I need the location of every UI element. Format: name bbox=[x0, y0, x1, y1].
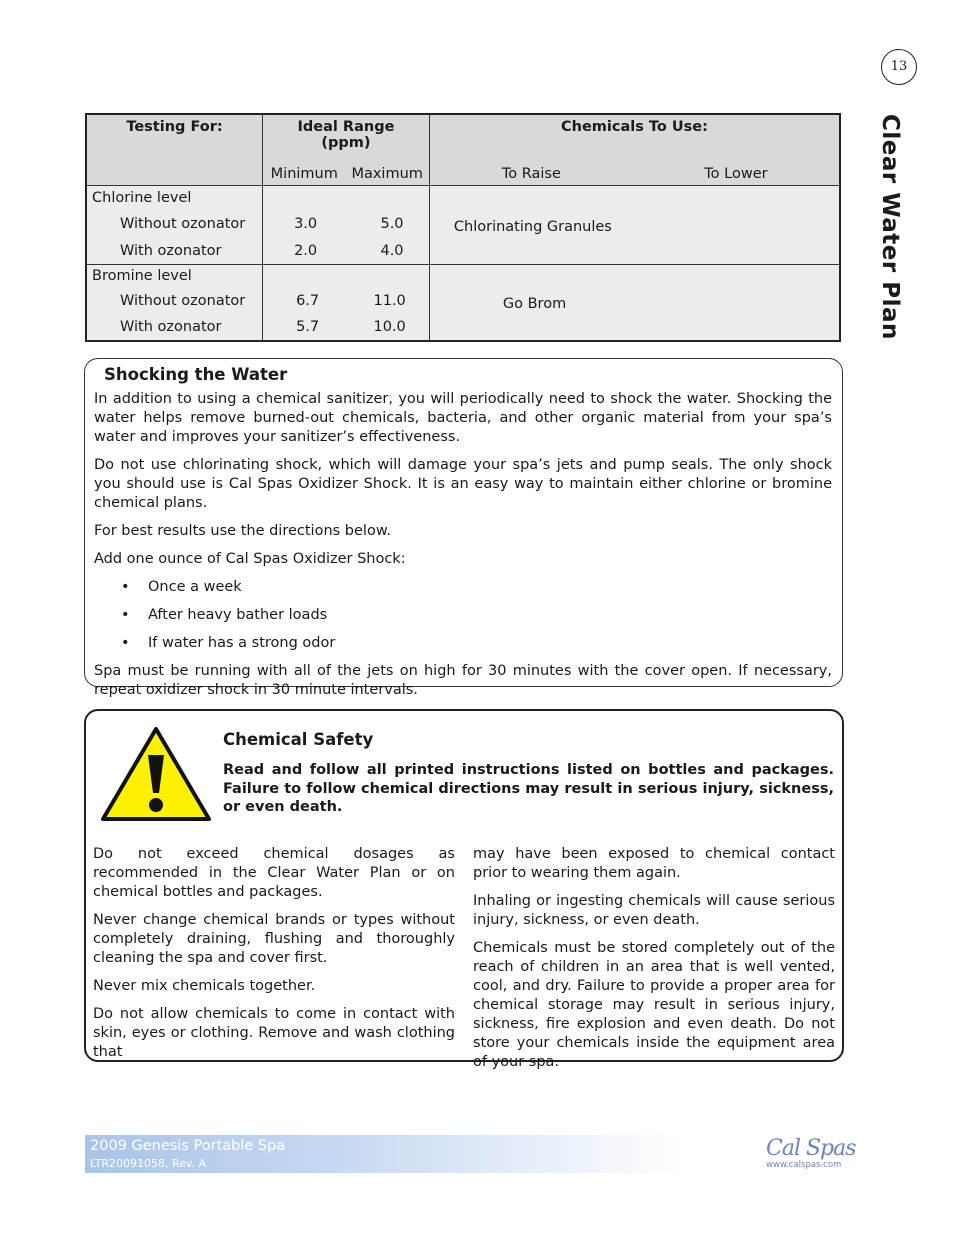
chlorine-to-raise: Chlorinating Granules bbox=[429, 186, 632, 265]
chlorine-without-ozonator-min: 3.0 bbox=[263, 211, 346, 238]
safety-right-paragraph: Inhaling or ingesting chemicals will cause serious injury, sickness, or even death. bbox=[473, 893, 835, 928]
bromine-with-ozonator-min: 5.7 bbox=[263, 315, 346, 341]
bromine-label: Bromine level bbox=[86, 265, 263, 288]
safety-left-column bbox=[93, 845, 455, 1062]
cal-spas-logo: Cal Spas bbox=[766, 1136, 856, 1161]
shocking-paragraph-3: For best results use the directions below. bbox=[94, 523, 391, 539]
list-item: • If water has a strong odor bbox=[121, 635, 336, 651]
shocking-water-box bbox=[84, 358, 843, 698]
chemical-safety-box bbox=[84, 709, 844, 1070]
header-chemicals: Chemicals To Use: bbox=[429, 114, 840, 163]
safety-left-paragraph: Never mix chemicals together. bbox=[93, 978, 316, 994]
header-minimum: Minimum bbox=[263, 163, 346, 185]
bromine-to-raise: Go Brom bbox=[429, 265, 632, 341]
bullet-text: If water has a strong odor bbox=[148, 635, 336, 651]
list-item: • Once a week bbox=[121, 579, 242, 595]
safety-left-paragraph: Never change chemical brands or types without completely draining, flushing and thoroughly cleaning the spa and cover first. bbox=[93, 912, 455, 966]
safety-right-paragraph: Chemicals must be stored completely out of the reach of children in an area that is well vented, cool, and dry. Failure to provide a proper area for chemical storage may result in serious injury, sickness, fire explosion and even death. Do not store your chemicals inside the equipment area of your spa. bbox=[473, 940, 835, 1070]
shocking-body bbox=[94, 390, 832, 700]
side-title-text: Clear Water Plan bbox=[877, 114, 903, 340]
bullet-text: Once a week bbox=[148, 579, 242, 595]
bullet-text: After heavy bather loads bbox=[148, 607, 328, 623]
page-number: 13 bbox=[881, 49, 917, 85]
chlorine-with-ozonator-min: 2.0 bbox=[263, 238, 346, 265]
safety-warning-text: Read and follow all printed instructions listed on bottles and packages. Failure to follow chemical directions may result in serious injury, sickness, or even death. bbox=[223, 762, 834, 815]
safety-title: Chemical Safety bbox=[223, 730, 374, 749]
header-to-raise: To Raise bbox=[429, 163, 632, 185]
bromine-with-ozonator-max: 10.0 bbox=[373, 319, 406, 335]
footer-title: 2009 Genesis Portable Spa bbox=[90, 1138, 286, 1154]
warning-triangle-icon bbox=[99, 725, 213, 823]
chemical-range-table bbox=[85, 113, 841, 342]
section-side-title bbox=[873, 114, 903, 340]
footer-url: www.calspas.com bbox=[766, 1160, 842, 1170]
bromine-without-ozonator-label: Without ozonator bbox=[120, 293, 246, 309]
header-maximum: Maximum bbox=[351, 166, 423, 182]
shocking-paragraph-2: Do not use chlorinating shock, which will damage your spa’s jets and pump seals. The only shock you should use is Cal Spas Oxidizer Shock. It is an easy way to maintain either chlorine or bromine chemical plans. bbox=[94, 457, 832, 511]
list-item: • After heavy bather loads bbox=[121, 607, 328, 623]
chlorine-with-ozonator-max: 4.0 bbox=[380, 242, 404, 259]
shocking-paragraph-1: In addition to using a chemical sanitizer, you will periodically need to shock the water. Shocking the water helps remove burned-out chemicals, bacteria, and other organic material from your spa’s water and improves your sanitizer’s effectiveness. bbox=[94, 391, 832, 445]
chlorine-without-ozonator-label: Without ozonator bbox=[120, 216, 246, 232]
header-to-lower: To Lower bbox=[704, 166, 768, 182]
safety-left-paragraph: Do not exceed chemical dosages as recommended in the Clear Water Plan or on chemical bottles and packages. bbox=[93, 846, 455, 900]
shocking-paragraph-5: Spa must be running with all of the jets on high for 30 minutes with the cover open. If necessary, repeat oxidizer shock in 30 minute intervals. bbox=[94, 663, 832, 698]
chlorine-with-ozonator-label: With ozonator bbox=[120, 242, 222, 259]
safety-right-paragraph: may have been exposed to chemical contact prior to wearing them again. bbox=[473, 846, 835, 881]
bromine-with-ozonator-label: With ozonator bbox=[120, 319, 222, 335]
bromine-without-ozonator-min: 6.7 bbox=[263, 288, 346, 315]
shocking-bullet-list bbox=[94, 578, 832, 662]
chlorine-without-ozonator-max: 5.0 bbox=[380, 216, 404, 232]
safety-right-column bbox=[473, 845, 835, 1072]
bromine-without-ozonator-max: 11.0 bbox=[373, 293, 406, 309]
safety-left-paragraph: Do not allow chemicals to come in contact with skin, eyes or clothing. Remove and wash clothing that bbox=[93, 1006, 455, 1060]
shocking-paragraph-4: Add one ounce of Cal Spas Oxidizer Shock: bbox=[94, 551, 406, 567]
header-testing-for-text: Testing For: bbox=[126, 119, 223, 135]
chlorine-label: Chlorine level bbox=[86, 186, 263, 211]
header-testing-for bbox=[86, 114, 263, 186]
shocking-title: Shocking the Water bbox=[104, 365, 288, 384]
footer-document-code: LTR20091058, Rev. A bbox=[90, 1157, 207, 1170]
header-ideal-range: Ideal Range (ppm) bbox=[263, 114, 430, 163]
